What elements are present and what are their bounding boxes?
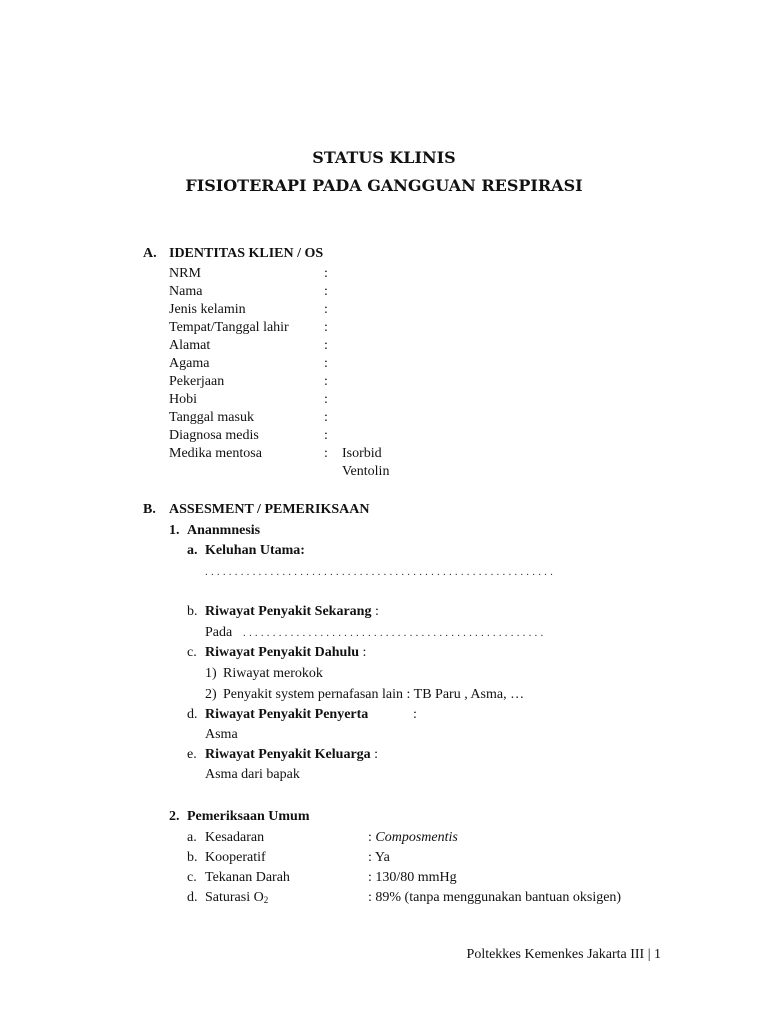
riwayat-sekarang-blank: ................................................... <box>243 627 547 639</box>
riwayat-sekarang-label: Riwayat Penyakit Sekarang <box>205 604 372 619</box>
kooperatif-value-row: : Ya <box>368 850 390 865</box>
section-a-heading: IDENTITAS KLIEN / OS <box>169 246 324 261</box>
keluhan-utama-label: Keluhan Utama: <box>205 543 305 558</box>
riwayat-sekarang-prefix: Pada <box>205 625 233 640</box>
field-label-alamat: Alamat <box>169 338 211 353</box>
document-title: STATUS KLINIS <box>312 148 456 167</box>
riwayat-dahulu-heading <box>205 646 366 660</box>
field-label-jenis-kelamin: Jenis kelamin <box>169 302 246 317</box>
field-colon: : <box>324 446 328 461</box>
section-b-letter: B. <box>143 502 156 517</box>
section-a-letter: A. <box>143 246 157 261</box>
riwayat-keluarga-value: Asma dari bapak <box>205 767 300 782</box>
umum-item-marker: d. <box>187 890 198 905</box>
riwayat-keluarga-heading <box>205 748 378 762</box>
riwayat-penyerta-value: Asma <box>205 727 238 742</box>
field-colon: : <box>324 392 328 407</box>
dahulu-item-text: Riwayat merokok <box>223 666 323 681</box>
field-label-medika-mentosa: Medika mentosa <box>169 446 262 461</box>
dahulu-item-text: Penyakit system pernafasan lain : TB Paru , Asma, … <box>223 687 525 702</box>
field-label-agama: Agama <box>169 356 210 371</box>
pemeriksaan-umum-heading: Pemeriksaan Umum <box>187 809 310 824</box>
sekarang-marker: b. <box>187 604 198 619</box>
riwayat-keluarga-label: Riwayat Penyakit Keluarga <box>205 747 371 762</box>
riwayat-penyerta-colon: : <box>413 707 417 722</box>
riwayat-dahulu-label: Riwayat Penyakit Dahulu <box>205 645 360 660</box>
tekanan-darah-value-row: : 130/80 mmHg <box>368 870 457 885</box>
dahulu-item-marker: 2) <box>205 687 217 702</box>
keluhan-marker: a. <box>187 543 198 558</box>
kooperatif-value: Ya <box>374 850 390 865</box>
umum-item-marker: b. <box>187 850 198 865</box>
riwayat-keluarga-colon: : <box>370 747 379 762</box>
field-colon: : <box>324 410 328 425</box>
kesadaran-value: Composmentis <box>375 830 458 845</box>
kesadaran-label: Kesadaran <box>205 830 265 845</box>
tekanan-darah-value: 130/80 mmHg <box>375 870 457 885</box>
field-label-pekerjaan: Pekerjaan <box>169 374 225 389</box>
field-colon: : <box>324 338 328 353</box>
umum-number: 2. <box>169 809 180 824</box>
penyerta-marker: d. <box>187 707 198 722</box>
field-colon: : <box>324 374 328 389</box>
document-subtitle: FISIOTERAPI PADA GANGGUAN RESPIRASI <box>185 176 583 195</box>
saturasi-label-subscript: 2 <box>263 895 269 905</box>
dahulu-item-marker: 1) <box>205 666 217 681</box>
anamnesis-heading: Ananmnesis <box>187 523 261 538</box>
section-b-heading: ASSESMENT / PEMERIKSAAN <box>169 502 370 517</box>
field-label-hobi: Hobi <box>169 392 197 407</box>
saturasi-value-row: : 89% (tanpa menggunakan bantuan oksigen) <box>368 890 622 905</box>
kooperatif-label: Kooperatif <box>205 850 266 865</box>
field-label-tanggal-masuk: Tanggal masuk <box>169 410 254 425</box>
keluarga-marker: e. <box>187 747 197 762</box>
umum-item-marker: a. <box>187 830 197 845</box>
riwayat-sekarang-colon: : <box>371 604 379 619</box>
field-value-medika-mentosa-2: Ventolin <box>342 464 390 479</box>
kesadaran-value-row: : Composmentis <box>368 830 458 845</box>
saturasi-label <box>205 891 268 905</box>
field-colon: : <box>324 266 328 281</box>
field-colon: : <box>324 302 328 317</box>
page-footer: Poltekkes Kemenkes Jakarta III | 1 <box>466 947 661 962</box>
field-value-medika-mentosa: Isorbid <box>342 446 382 461</box>
dahulu-marker: c. <box>187 645 197 660</box>
keluhan-utama-blank: ........................................................... <box>205 566 557 578</box>
saturasi-value: 89% (tanpa menggunakan bantuan oksigen) <box>375 890 622 905</box>
riwayat-dahulu-colon: : <box>359 645 367 660</box>
riwayat-sekarang-heading <box>205 605 379 619</box>
field-label-diagnosa-medis: Diagnosa medis <box>169 428 259 443</box>
field-label-tempat-tanggal-lahir: Tempat/Tanggal lahir <box>169 320 289 335</box>
field-colon: : <box>324 356 328 371</box>
umum-item-marker: c. <box>187 870 197 885</box>
field-colon: : <box>324 320 328 335</box>
saturasi-label-text: Saturasi O <box>205 890 264 905</box>
riwayat-penyerta-label: Riwayat Penyakit Penyerta <box>205 707 369 722</box>
field-label-nama: Nama <box>169 284 203 299</box>
tekanan-darah-label: Tekanan Darah <box>205 870 290 885</box>
anamnesis-number: 1. <box>169 523 180 538</box>
field-colon: : <box>324 428 328 443</box>
field-colon: : <box>324 284 328 299</box>
field-label-nrm: NRM <box>169 266 201 281</box>
